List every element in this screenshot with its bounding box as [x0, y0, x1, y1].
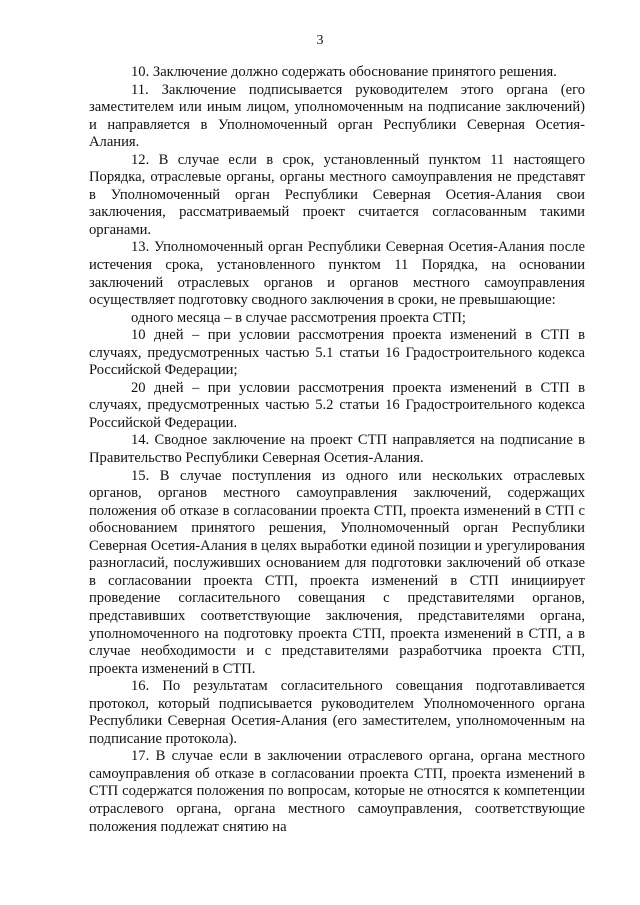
paragraph-14: 14. Сводное заключение на проект СТП направляется на подписание в Правительство Республики Северная Осетия-Алания. — [89, 432, 585, 467]
paragraph-11: 11. Заключение подписывается руководителем этого органа (его заместителем или иным лицом, уполномоченным на подписание заключений) и направляется в Уполномоченный орган Республики Северная Осетия-Алания. — [89, 81, 585, 151]
paragraph-17: 17. В случае если в заключении отраслевого органа, органа местного самоуправления об отказе в согласовании проекта СТП, проекта изменений в СТП содержатся положения по вопросам, которые не относятся к компетенции отраслевого органа, органа местного самоуправления, соответствующие положения подлежат снятию на — [89, 748, 585, 835]
document-body — [89, 64, 585, 836]
paragraph-15: 15. В случае поступления из одного или нескольких отраслевых органов, органов местного самоуправления заключений, содержащих положения об отказе в согласовании проекта СТП, проекта изменений в СТП с обоснованием принятого решения, Уполномоченный орган Республики Северная Осетия-Алания в целях выработки единой позиции и урегулирования разногласий, послуживших основанием для подготовки заключений об отказе в согласовании проекта СТП, проекта изменений в СТП инициирует проведение согласительного совещания с представителями органов, представивших соответствующие заключения, представителями органа, уполномоченного на подготовку проекта СТП, проекта изменений в СТП, а в случае необходимости и с представителями разработчика проекта СТП, проекта изменений в СТП. — [89, 467, 585, 677]
paragraph-16: 16. По результатам согласительного совещания подготавливается протокол, который подписывается руководителем Уполномоченного органа Республики Северная Осетия-Алания (его заместителем, уполномоченным на подписание протокола). — [89, 678, 585, 747]
paragraph-13-term-20-days: 20 дней – при условии рассмотрения проекта изменений в СТП в случаях, предусмотренных частью 5.2 статьи 16 Градостроительного кодекса Российской Федерации. — [89, 379, 585, 431]
page-number: 3 — [316, 33, 324, 48]
paragraph-12: 12. В случае если в срок, установленный пунктом 11 настоящего Порядка, отраслевые органы, органы местного самоуправления не представят в Уполномоченный орган Республики Северная Осетия-Алания свои заключения, рассматриваемый проект считается согласованным такими органами. — [89, 151, 585, 238]
paragraph-13: 13. Уполномоченный орган Республики Северная Осетия-Алания после истечения срока, установленного пунктом 11 Порядка, на основании заключений отраслевых органов и органов местного самоуправления осуществляет подготовку сводного заключения в сроки, не превышающие: — [89, 239, 585, 309]
paragraph-10: 10. Заключение должно содержать обоснование принятого решения. — [131, 64, 557, 80]
paragraph-13-term-10-days: 10 дней – при условии рассмотрения проекта изменений в СТП в случаях, предусмотренных частью 5.1 статьи 16 Градостроительного кодекса Российской Федерации; — [89, 327, 585, 379]
paragraph-13-term-one-month: одного месяца – в случае рассмотрения проекта СТП; — [131, 309, 466, 326]
